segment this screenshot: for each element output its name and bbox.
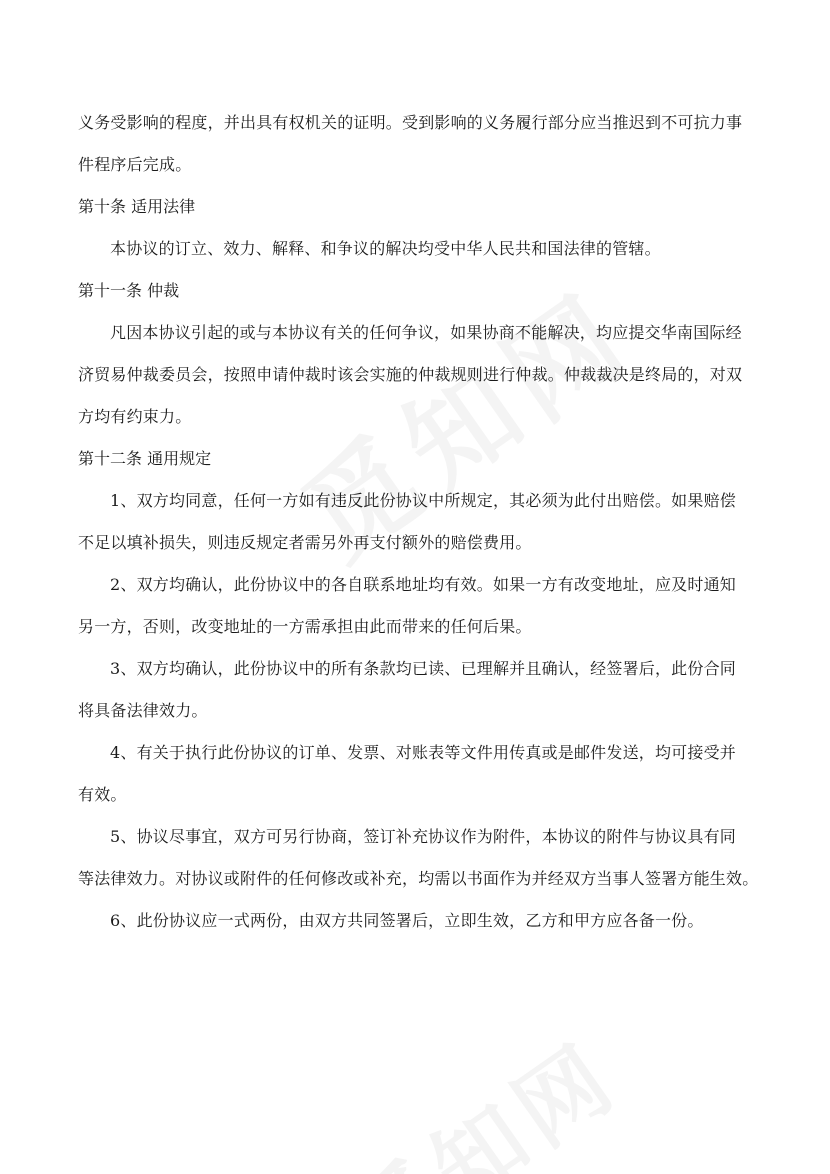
article-12-heading: 第十二条 通用规定 (78, 449, 212, 468)
clause-2-line: 另一方，否则，改变地址的一方需承担由此而带来的任何后果。 (78, 617, 532, 636)
clause-6-line: 6、此份协议应一式两份，由双方共同签署后，立即生效，乙方和甲方应各备一份。 (110, 911, 704, 930)
watermark-bottom (320, 1006, 640, 1174)
clause-1-line: 1、双方均同意，任何一方如有违反此份协议中所规定，其必须为此付出赔偿。如果赔偿 (110, 491, 736, 510)
document-page (78, 102, 759, 942)
article-10-heading: 第十条 适用法律 (78, 197, 196, 216)
clause-5-line: 5、协议尽事宜，双方可另行协商，签订补充协议作为附件，本协议的附件与协议具有同 (110, 827, 736, 846)
paragraph-line: 方均有约束力。 (78, 407, 192, 426)
article-11-heading: 第十一条 仲裁 (78, 281, 180, 300)
paragraph-line: 本协议的订立、效力、解释、和争议的解决均受中华人民共和国法律的管辖。 (110, 239, 661, 258)
clause-3-line: 将具备法律效力。 (78, 701, 208, 720)
paragraph-line: 济贸易仲裁委员会，按照申请仲裁时该会实施的仲裁规则进行仲裁。仲裁裁决是终局的，对双 (78, 365, 743, 384)
paragraph-line: 凡因本协议引起的或与本协议有关的任何争议，如果协商不能解决，均应提交华南国际经 (110, 323, 742, 342)
clause-4-line: 4、有关于执行此份协议的订单、发票、对账表等文件用传真或是邮件发送，均可接受并 (110, 743, 736, 762)
paragraph-line: 件程序后完成。 (78, 155, 192, 174)
clause-4-line: 有效。 (78, 785, 127, 804)
clause-1-line: 不足以填补损失，则违反规定者需另外再支付额外的赔偿费用。 (78, 533, 532, 552)
clause-2-line: 2、双方均确认，此份协议中的各自联系地址均有效。如果一方有改变地址，应及时通知 (110, 575, 736, 594)
paragraph-line: 义务受影响的程度，并出具有权机关的证明。受到影响的义务履行部分应当推迟到不可抗力事 (78, 113, 743, 132)
clause-3-line: 3、双方均确认，此份协议中的所有条款均已读、已理解并且确认，经签署后，此份合同 (110, 659, 736, 678)
clause-5-line: 等法律效力。对协议或附件的任何修改或补充，均需以书面作为并经双方当事人签署方能生效。 (78, 869, 759, 888)
